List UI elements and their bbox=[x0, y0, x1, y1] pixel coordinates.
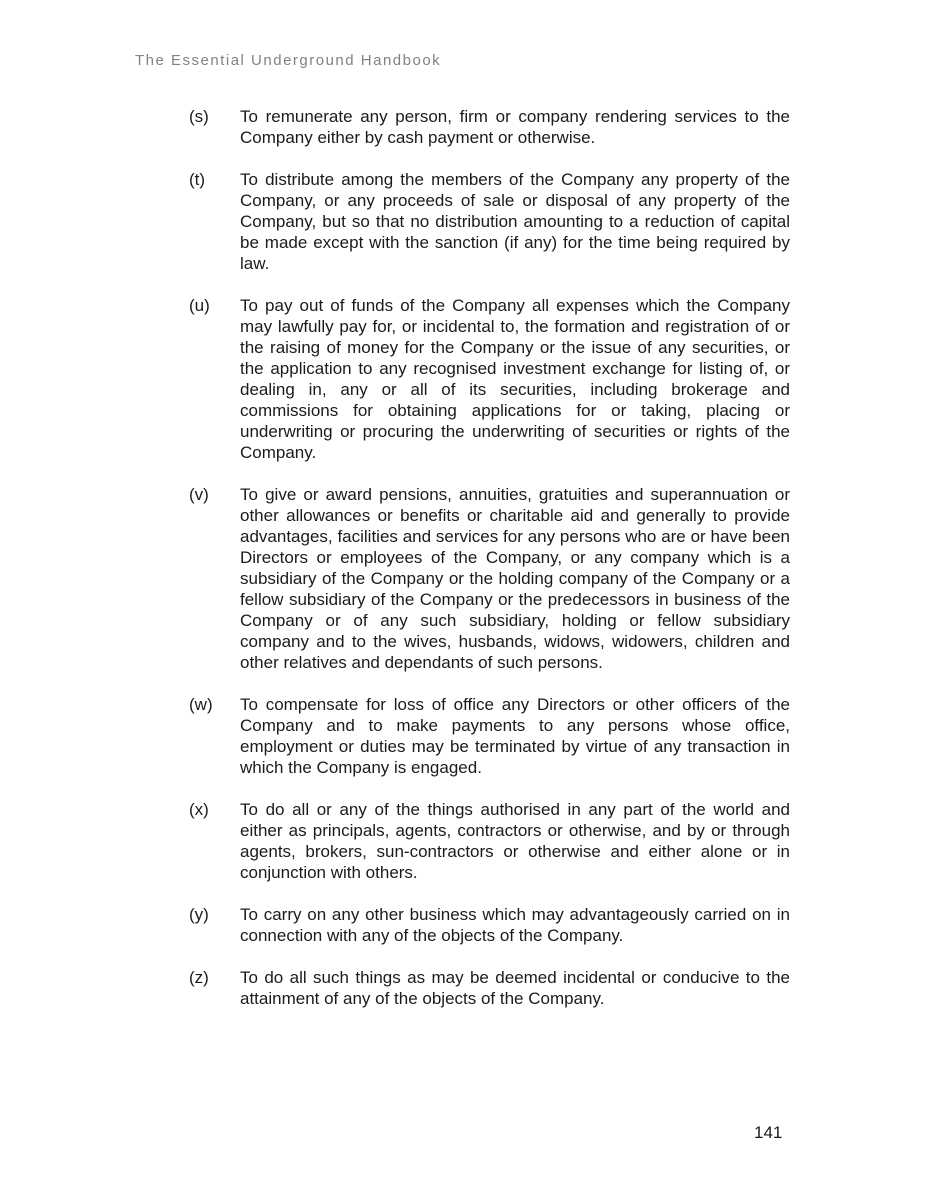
clause-item bbox=[189, 106, 790, 148]
clause-item bbox=[189, 799, 790, 883]
clause-item bbox=[189, 904, 790, 946]
clause-text: To do all or any of the things authorised in any part of the world and either as principals, agents, contractors or otherwise, and by or through agents, brokers, sun-contractors or otherwise and either alone or in conjunction with others. bbox=[240, 800, 790, 882]
clause-label: (w) bbox=[189, 695, 213, 714]
page-number: 141 bbox=[754, 1123, 783, 1142]
clause-text: To compensate for loss of office any Directors or other officers of the Company and to make payments to any persons whose office, employment or duties may be terminated by virtue of any transaction in which the Company is engaged. bbox=[240, 695, 790, 777]
clause-label: (u) bbox=[189, 296, 210, 315]
clause-label: (v) bbox=[189, 485, 209, 504]
clause-item bbox=[189, 694, 790, 778]
clause-text: To pay out of funds of the Company all expenses which the Company may lawfully pay for, or incidental to, the formation and registration of or the raising of money for the Company or the issue of any securities, or the application to any recognised investment exchange for listing of, or dealing in, any or all of its securities, including brokerage and commissions for obtaining applications for or taking, placing or underwriting or procuring the underwriting of securities or rights of the Company. bbox=[240, 296, 790, 462]
clause-label: (t) bbox=[189, 170, 206, 189]
clause-label: (s) bbox=[189, 107, 209, 126]
clause-label: (y) bbox=[189, 905, 209, 924]
clause-text: To remunerate any person, firm or company rendering services to the Company either by cash payment or otherwise. bbox=[240, 107, 790, 147]
clause-text: To do all such things as may be deemed incidental or conducive to the attainment of any of the objects of the Company. bbox=[240, 968, 790, 1008]
clause-item bbox=[189, 169, 790, 274]
clause-list bbox=[189, 106, 790, 1030]
clause-text: To distribute among the members of the Company any property of the Company, or any proceeds of sale or disposal of any property of the Company, but so that no distribution amounting to a reduction of capital be made except with the sanction (if any) for the time being required by law. bbox=[240, 170, 790, 273]
running-header: The Essential Underground Handbook bbox=[135, 52, 442, 69]
clause-text: To carry on any other business which may advantageously carried on in connection with any of the objects of the Company. bbox=[240, 905, 790, 945]
clause-item bbox=[189, 295, 790, 463]
clause-item bbox=[189, 484, 790, 673]
clause-text: To give or award pensions, annuities, gratuities and superannuation or other allowances or benefits or charitable aid and generally to provide advantages, facilities and services for any persons who are or have been Directors or employees of the Company, or any company which is a subsidiary of the Company or the holding company of the Company or a fellow subsidiary of the Company or the predecessors in business of the Company or of any such subsidiary, holding or fellow subsidiary company and to the wives, husbands, widows, widowers, children and other relatives and dependants of such persons. bbox=[240, 485, 790, 672]
clause-label: (z) bbox=[189, 968, 209, 987]
clause-label: (x) bbox=[189, 800, 209, 819]
clause-item bbox=[189, 967, 790, 1009]
